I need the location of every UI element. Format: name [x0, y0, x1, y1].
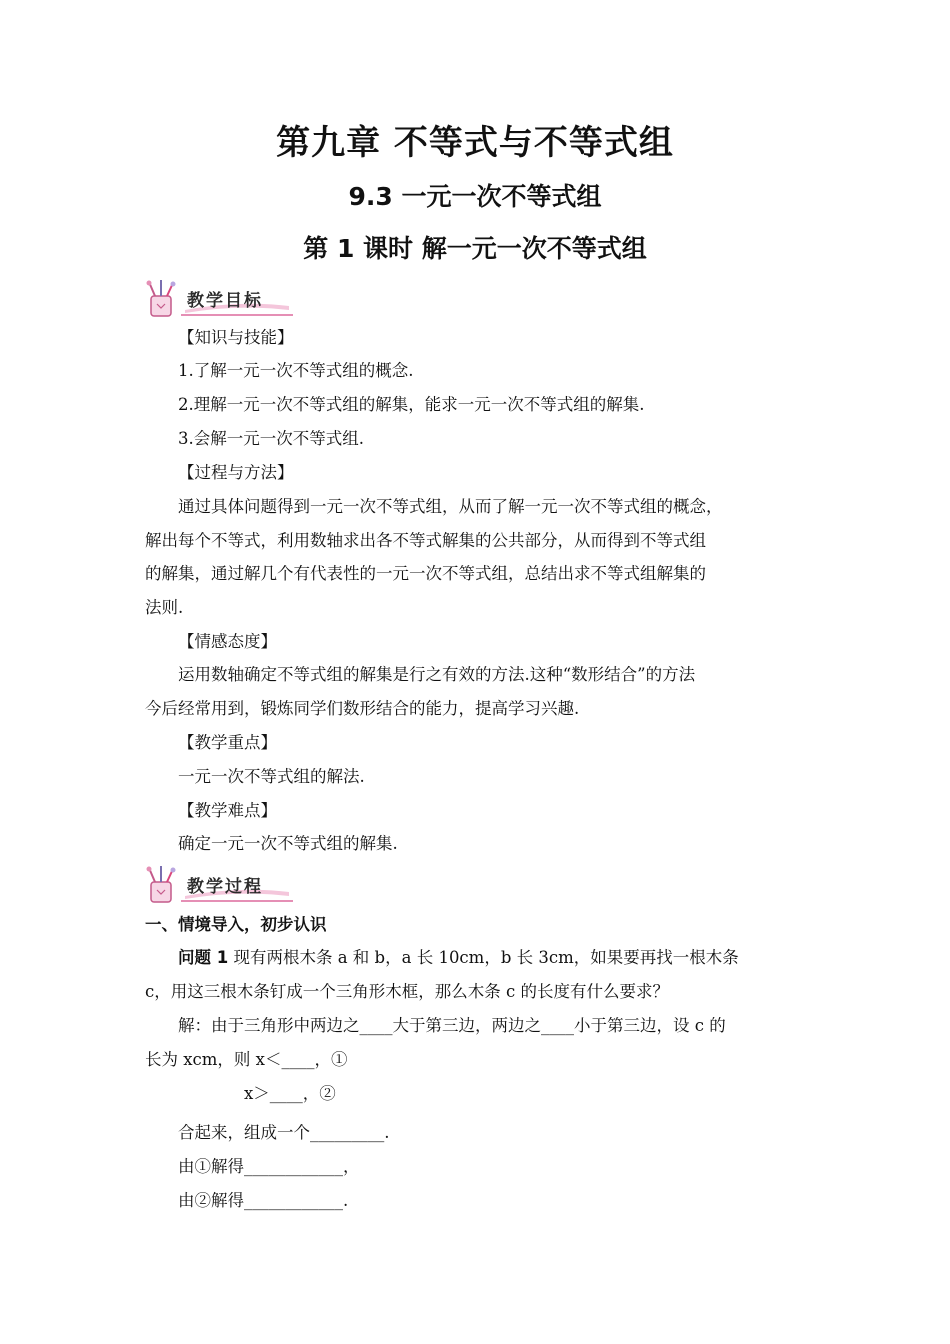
- goal-item: 1.了解一元一次不等式组的概念.: [178, 361, 414, 380]
- solution-line: 由①解得____________，: [178, 1157, 360, 1176]
- goals-banner-label: 教学目标: [187, 291, 263, 311]
- method-text: 解出每个不等式，利用数轴求出各不等式解集的公共部分，从而得到不等式组: [145, 531, 706, 550]
- section-heading: 一、情境导入，初步认识: [145, 915, 327, 934]
- method-text: 通过具体问题得到一元一次不等式组，从而了解一元一次不等式组的概念，: [178, 497, 723, 516]
- goal-item: 2.理解一元一次不等式组的解集，能求一元一次不等式组的解集.: [178, 395, 645, 414]
- solution-line: 长为 xcm，则 x＜____，①: [145, 1050, 348, 1069]
- solution-line: x＞____，②: [244, 1084, 336, 1103]
- goal-item: 3.会解一元一次不等式组.: [178, 429, 364, 448]
- method-text: 的解集，通过解几个有代表性的一元一次不等式组，总结出求不等式组解集的: [145, 564, 706, 583]
- solution-line: 解：由于三角形中两边之____大于第三边，两边之____小于第三边，设 c 的: [178, 1016, 726, 1035]
- lesson-title: 第 1 课时 解一元一次不等式组: [303, 234, 647, 263]
- difficulty-heading: 【教学难点】: [178, 801, 277, 820]
- process-banner: [143, 866, 293, 910]
- emotion-text: 运用数轴确定不等式组的解集是行之有效的方法.这种“数形结合”的方法: [178, 665, 696, 684]
- chapter-title: 第九章 不等式与不等式组: [276, 123, 674, 163]
- method-text: 法则.: [145, 598, 184, 617]
- difficulty-text: 确定一元一次不等式组的解集.: [178, 834, 398, 853]
- process-banner-label: 教学过程: [187, 877, 263, 897]
- key-point-heading: 【教学重点】: [178, 733, 277, 752]
- problem-label: 问题 1: [178, 948, 229, 967]
- emotion-text: 今后经常用到，锻炼同学们数形结合的能力，提高学习兴趣.: [145, 699, 580, 718]
- problem-text: [178, 947, 739, 969]
- section-title: 9.3 一元一次不等式组: [348, 182, 602, 211]
- solution-line: 由②解得____________.: [178, 1191, 349, 1210]
- emotion-heading: 【情感态度】: [178, 632, 277, 651]
- goals-banner: [143, 280, 293, 324]
- key-point-text: 一元一次不等式组的解法.: [178, 767, 365, 786]
- knowledge-heading: 【知识与技能】: [178, 328, 294, 347]
- solution-line: 合起来，组成一个_________.: [178, 1123, 390, 1142]
- problem-text-2: c，用这三根木条钉成一个三角形木框，那么木条 c 的长度有什么要求？: [145, 982, 669, 1001]
- method-heading: 【过程与方法】: [178, 463, 294, 482]
- problem-text-1: 现有两根木条 a 和 b，a 长 10cm，b 长 3cm，如果要再找一根木条: [228, 948, 739, 967]
